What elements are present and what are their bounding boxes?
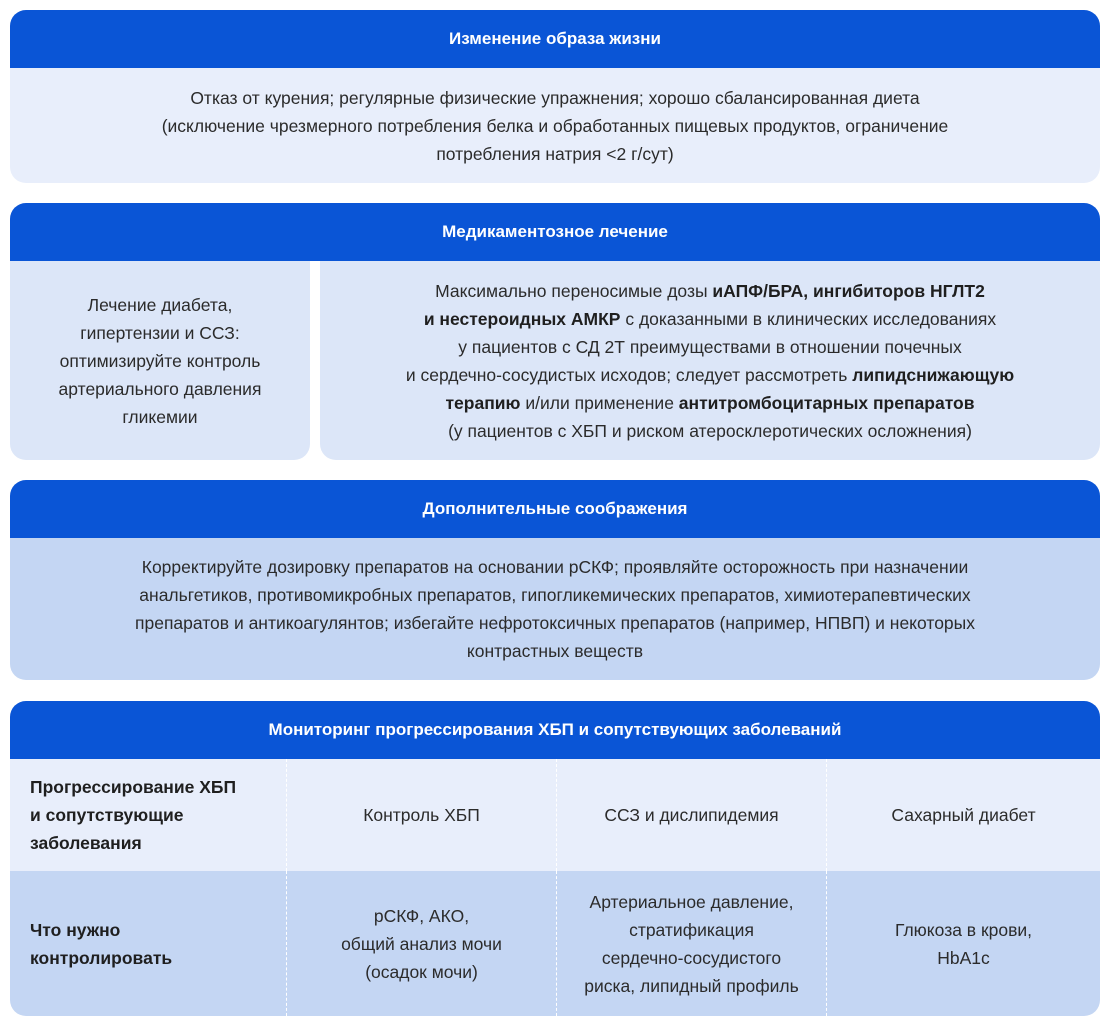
medication-left-panel bbox=[10, 261, 310, 460]
additional-line: препаратов и антикоагулянтов; избегайте нефротоксичных препаратов (например, НПВП) и некоторых bbox=[135, 613, 975, 633]
lifestyle-line: Отказ от курения; регулярные физические упражнения; хорошо сбалансированная диета bbox=[190, 87, 920, 108]
lifestyle-body bbox=[10, 68, 1100, 183]
monitoring-row-label bbox=[10, 759, 286, 871]
monitor-line: (осадок мочи) bbox=[365, 961, 478, 982]
additional-line: контрастных веществ bbox=[466, 641, 644, 661]
additional-line: Корректируйте дозировку препаратов на основании рСКФ; проявляйте осторожность при назначении bbox=[141, 557, 969, 577]
medication-card bbox=[10, 203, 1100, 460]
monitor-cvd bbox=[556, 871, 826, 1016]
medication-text: и сердечно-сосудистых исходов; следует рассмотреть bbox=[405, 364, 853, 385]
lifestyle-text bbox=[162, 84, 949, 168]
lifestyle-line: потребления натрия <2 г/сут) bbox=[436, 143, 674, 164]
monitoring-row-label bbox=[10, 871, 286, 1016]
monitor-line: HbA1c bbox=[937, 947, 990, 968]
monitor-line: стратификация bbox=[629, 919, 754, 940]
medication-text: Максимально переносимые дозы bbox=[435, 280, 713, 301]
medication-text: (у пациентов с ХБП и риском атеросклеротических осложнения) bbox=[448, 420, 972, 441]
medication-right-panel bbox=[320, 261, 1100, 460]
medication-right-text bbox=[406, 277, 1014, 445]
medication-left-line: гликемии bbox=[122, 406, 198, 427]
medication-text: с доказанными в клинических исследованиях bbox=[620, 308, 997, 329]
medication-drug-highlight: антитромбоцитарных препаратов bbox=[678, 392, 975, 413]
medication-drug-highlight: терапию bbox=[445, 392, 521, 413]
lifestyle-line: (исключение чрезмерного потребления белка и обработанных пищевых продуктов, ограничение bbox=[161, 115, 949, 136]
row-label-line: Что нужно bbox=[30, 919, 121, 940]
medication-drug-highlight: липидснижающую bbox=[852, 364, 1015, 385]
monitoring-header: Мониторинг прогрессирования ХБП и сопутствующих заболеваний bbox=[10, 701, 1100, 759]
lifestyle-card bbox=[10, 10, 1100, 183]
row-label-line: Прогрессирование ХБП bbox=[30, 777, 237, 797]
medication-left-line: гипертензии и ССЗ: bbox=[80, 322, 240, 343]
monitor-line: общий анализ мочи bbox=[341, 933, 502, 954]
medication-text: у пациентов с СД 2Т преимуществами в отношении почечных bbox=[458, 336, 962, 357]
monitor-line: рСКФ, АКО, bbox=[373, 905, 470, 926]
category-ckd-control: Контроль ХБП bbox=[286, 759, 556, 871]
medication-left-line: Лечение диабета, bbox=[87, 294, 233, 315]
medication-header: Медикаментозное лечение bbox=[10, 203, 1100, 261]
category-diabetes: Сахарный диабет bbox=[826, 759, 1100, 871]
medication-left-line: артериального давления bbox=[58, 378, 262, 399]
medication-text: и/или применение bbox=[520, 392, 679, 413]
monitor-ckd bbox=[286, 871, 556, 1016]
monitoring-card bbox=[10, 701, 1100, 1016]
row-label-line: контролировать bbox=[30, 947, 173, 968]
row-label-line: заболевания bbox=[30, 833, 142, 853]
category-cvd-dyslipidemia: ССЗ и дислипидемия bbox=[556, 759, 826, 871]
monitor-diabetes bbox=[826, 871, 1100, 1016]
additional-text bbox=[135, 553, 975, 665]
medication-drug-highlight: иАПФ/БРА, ингибиторов НГЛТ2 bbox=[712, 280, 985, 301]
additional-body bbox=[10, 538, 1100, 680]
medication-left-line: оптимизируйте контроль bbox=[59, 350, 261, 371]
lifestyle-header: Изменение образа жизни bbox=[10, 10, 1100, 68]
monitor-line: риска, липидный профиль bbox=[584, 975, 799, 996]
additional-header: Дополнительные соображения bbox=[10, 480, 1100, 538]
additional-line: анальгетиков, противомикробных препаратов, гипогликемических препаратов, химиотерапевтических bbox=[139, 585, 971, 605]
monitor-line: сердечно-сосудистого bbox=[601, 947, 782, 968]
monitoring-row-what-to-monitor bbox=[10, 871, 1100, 1016]
monitoring-row-categories bbox=[10, 759, 1100, 871]
monitor-line: Артериальное давление, bbox=[589, 891, 794, 912]
medication-left-text bbox=[59, 291, 262, 431]
medication-drug-highlight: и нестероидных АМКР bbox=[423, 308, 621, 329]
additional-card bbox=[10, 480, 1100, 680]
monitor-line: Глюкоза в крови, bbox=[894, 919, 1033, 940]
row-label-line: и сопутствующие bbox=[30, 805, 184, 825]
